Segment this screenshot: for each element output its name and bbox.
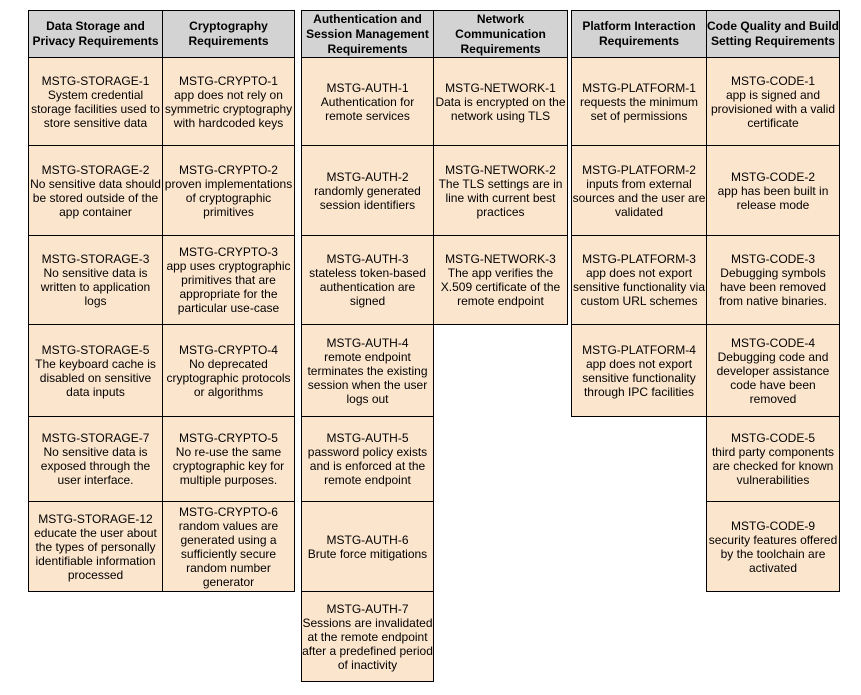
requirement-code: MSTG-PLATFORM-1 (582, 80, 696, 95)
requirement-code: MSTG-CODE-5 (731, 431, 815, 445)
requirement-code: MSTG-NETWORK-2 (445, 162, 556, 177)
cell-mstg-auth-1 (301, 57, 434, 146)
requirement-code: MSTG-PLATFORM-4 (582, 342, 696, 357)
cell-mstg-crypto-3 (162, 235, 295, 325)
cell-mstg-storage-7 (28, 416, 163, 502)
requirement-code: MSTG-CRYPTO-1 (179, 73, 278, 88)
requirement-description: Authentication for remote services (320, 94, 415, 123)
cell-mstg-code-9 (706, 501, 840, 592)
requirement-description: random values are generated using a sufficiently secure random number generator (178, 518, 279, 589)
requirement-description: remote endpoint terminates the existing session when the user logs out (307, 349, 428, 406)
requirement-code: MSTG-AUTH-6 (326, 532, 409, 547)
requirement-description: The keyboard cache is disabled on sensitive data inputs (35, 356, 156, 399)
requirement-code: MSTG-CODE-4 (731, 335, 815, 350)
cell-mstg-auth-2 (301, 145, 434, 236)
requirement-description: requests the minimum set of permissions (579, 94, 699, 123)
requirement-description: educate the user about the types of personally identifiable information processed (34, 525, 157, 582)
requirement-code: MSTG-STORAGE-2 (41, 162, 150, 177)
cell-mstg-platform-2 (571, 145, 707, 236)
cell-mstg-storage-12 (28, 501, 163, 592)
requirement-description: password policy exists and is enforced at the remote endpoint (307, 445, 428, 487)
requirement-code: MSTG-CRYPTO-2 (179, 162, 278, 177)
requirement-code: MSTG-PLATFORM-2 (582, 162, 696, 177)
requirement-description: randomly generated session identifiers (314, 183, 421, 212)
column-platform (571, 10, 707, 417)
requirement-description: app does not export sensitive functionality via custom URL schemes (572, 266, 706, 308)
column-cryptography (162, 10, 295, 592)
column-authentication (301, 10, 434, 682)
cell-mstg-storage-2 (28, 145, 163, 236)
requirement-code: MSTG-CRYPTO-3 (179, 245, 278, 259)
requirement-description: Sessions are invalidated at the remote endpoint after a predefined period of inactivity (302, 615, 433, 672)
cell-mstg-code-3 (706, 235, 840, 325)
requirement-description: app uses cryptographic primitives that are appropriate for the particular use-case (166, 259, 291, 315)
requirement-description: No sensitive data is written to application logs (40, 266, 151, 308)
requirement-code: MSTG-CODE-2 (731, 169, 815, 184)
column-header-label: Network Communication Requirements (455, 11, 546, 56)
cell-mstg-crypto-5 (162, 416, 295, 502)
column-header-authentication (301, 10, 434, 58)
cell-mstg-storage-5 (28, 324, 163, 417)
column-header-network (433, 10, 568, 58)
requirement-code: MSTG-STORAGE-5 (41, 342, 150, 357)
requirement-description: app is signed and provisioned with a valid certificate (710, 87, 836, 130)
requirement-code: MSTG-CRYPTO-4 (179, 342, 278, 357)
requirement-description: Brute force mitigations (307, 546, 428, 561)
requirement-description: proven implementations of cryptographic primitives (164, 176, 293, 219)
requirement-code: MSTG-CRYPTO-5 (179, 431, 278, 445)
requirement-description: Debugging symbols have been removed from native binaries. (718, 266, 828, 308)
cell-mstg-auth-4 (301, 324, 434, 417)
requirement-description: No deprecated cryptographic protocols or algorithms (166, 356, 291, 399)
requirement-description: No sensitive data is exposed through the user interface. (40, 445, 151, 487)
requirement-code: MSTG-STORAGE-7 (41, 431, 150, 445)
column-header-data-storage (28, 10, 163, 58)
cell-mstg-network-2 (433, 145, 568, 236)
requirement-description: Data is encrypted on the network using TLS (435, 94, 566, 123)
cell-mstg-platform-4 (571, 324, 707, 417)
cell-mstg-code-2 (706, 145, 840, 236)
column-network (433, 10, 568, 325)
requirement-code: MSTG-NETWORK-1 (445, 80, 556, 95)
requirement-description: app does not export sensitive functionality through IPC facilities (582, 356, 696, 399)
cell-mstg-auth-5 (301, 416, 434, 502)
column-header-label: Authentication and Session Management Requirements (306, 11, 429, 56)
requirement-code: MSTG-CRYPTO-6 (179, 504, 278, 519)
requirement-description: security features offered by the toolchain are activated (708, 532, 838, 575)
requirement-description: inputs from external sources and the user are validated (572, 176, 706, 219)
requirement-code: MSTG-CODE-9 (731, 518, 815, 533)
requirement-code: MSTG-NETWORK-3 (445, 252, 556, 266)
cell-mstg-crypto-1 (162, 57, 295, 146)
cell-mstg-crypto-2 (162, 145, 295, 236)
column-header-label: Platform Interaction Requirements (582, 19, 696, 48)
cell-mstg-crypto-6 (162, 501, 295, 592)
requirement-code: MSTG-AUTH-3 (326, 252, 409, 266)
cell-mstg-auth-7 (301, 591, 434, 682)
requirement-code: MSTG-CODE-3 (731, 252, 815, 266)
requirement-code: MSTG-AUTH-2 (326, 169, 409, 184)
cell-mstg-code-1 (706, 57, 840, 146)
cell-mstg-platform-3 (571, 235, 707, 325)
cell-mstg-code-5 (706, 416, 840, 502)
requirement-code: MSTG-AUTH-1 (326, 80, 409, 95)
requirement-description: No re-use the same cryptographic key for multiple purposes. (172, 445, 285, 487)
cell-mstg-code-4 (706, 324, 840, 417)
cell-mstg-storage-3 (28, 235, 163, 325)
requirements-table (28, 10, 840, 682)
requirement-description: The TLS settings are in line with current best practices (438, 176, 563, 219)
column-header-code-quality (706, 10, 840, 58)
requirement-description: No sensitive data should be stored outside of the app container (30, 176, 161, 219)
requirement-description: System credential storage facilities used to store sensitive data (31, 87, 160, 130)
cell-mstg-network-1 (433, 57, 568, 146)
column-header-label: Cryptography Requirements (188, 19, 269, 48)
cell-mstg-storage-1 (28, 57, 163, 146)
cell-mstg-crypto-4 (162, 324, 295, 417)
requirement-description: third party components are checked for known vulnerabilities (711, 445, 835, 487)
cell-mstg-auth-3 (301, 235, 434, 325)
requirement-description: The app verifies the X.509 certificate of the remote endpoint (440, 266, 561, 308)
column-header-platform (571, 10, 707, 58)
cell-mstg-platform-1 (571, 57, 707, 146)
cell-mstg-auth-6 (301, 501, 434, 592)
requirement-code: MSTG-STORAGE-3 (41, 252, 150, 266)
requirement-description: app does not rely on symmetric cryptography with hardcoded keys (164, 87, 293, 130)
requirement-code: MSTG-CODE-1 (731, 73, 815, 88)
column-code-quality (706, 10, 840, 592)
column-header-cryptography (162, 10, 295, 58)
requirement-code: MSTG-STORAGE-12 (38, 511, 153, 526)
requirement-code: MSTG-AUTH-5 (326, 431, 409, 445)
cell-mstg-network-3 (433, 235, 568, 325)
requirement-code: MSTG-PLATFORM-3 (582, 252, 696, 266)
requirement-code: MSTG-AUTH-7 (326, 601, 409, 616)
requirement-description: stateless token-based authentication are signed (309, 266, 426, 308)
requirement-description: app has been built in release mode (717, 183, 829, 212)
requirement-code: MSTG-STORAGE-1 (41, 73, 150, 88)
requirement-code: MSTG-AUTH-4 (326, 335, 409, 350)
column-header-label: Data Storage and Privacy Requirements (32, 19, 159, 48)
column-data-storage (28, 10, 163, 592)
column-header-label: Code Quality and Build Setting Requirements (707, 19, 840, 48)
requirement-description: Debugging code and developer assistance code have been removed (716, 349, 830, 406)
